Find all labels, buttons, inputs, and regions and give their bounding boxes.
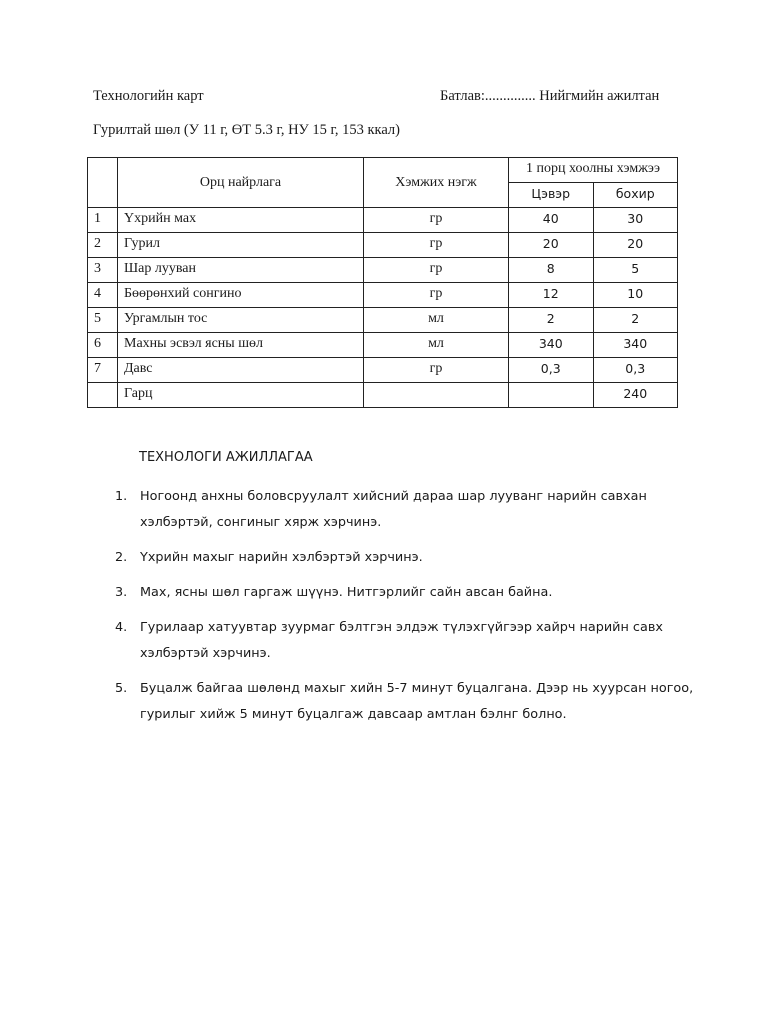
process-step (115, 676, 695, 728)
header-ingredient: Орц найрлага (118, 158, 364, 208)
table-row (88, 208, 678, 233)
row-number: 5 (88, 308, 118, 333)
ingredient-name: Ургамлын тос (118, 308, 364, 333)
header-portion: 1 порц хоолны хэмжээ (509, 158, 678, 183)
ingredient-net: 8 (509, 258, 594, 283)
header-net: Цэвэр (509, 183, 594, 208)
step-text: Үхрийн махыг нарийн хэлбэртэй хэрчинэ. (140, 550, 423, 565)
ingredient-net: 0,3 (509, 358, 594, 383)
ingredient-unit: гр (364, 283, 509, 308)
table-row (88, 283, 678, 308)
step-text: Мах, ясны шөл гаргаж шүүнэ. Нитгэрлийг сайн авсан байна. (140, 585, 553, 600)
yield-num-cell (88, 383, 118, 408)
ingredient-gross: 30 (593, 208, 678, 233)
ingredient-net: 12 (509, 283, 594, 308)
ingredient-unit: гр (364, 358, 509, 383)
approval-line: Батлав:.............. Нийгмийн ажилтан (440, 88, 660, 104)
step-number: 1. (115, 489, 128, 504)
yield-row (88, 383, 678, 408)
table-row (88, 258, 678, 283)
ingredient-name: Давс (118, 358, 364, 383)
ingredient-unit: гр (364, 208, 509, 233)
ingredient-unit: гр (364, 233, 509, 258)
ingredients-table (87, 157, 678, 408)
ingredient-net: 40 (509, 208, 594, 233)
step-text: Ногоонд анхны боловсруулалт хийсний дараа шар лууванг нарийн савхан хэлбэртэй, сонгиныг хярж хэрчинэ. (140, 489, 647, 530)
yield-net-cell (509, 383, 594, 408)
step-number: 4. (115, 620, 128, 635)
step-number: 2. (115, 550, 128, 565)
ingredient-name: Үхрийн мах (118, 208, 364, 233)
ingredient-gross: 2 (593, 308, 678, 333)
yield-label: Гарц (118, 383, 364, 408)
step-number: 3. (115, 585, 128, 600)
document-title: Технологийн карт (93, 88, 204, 104)
step-text: Гурилаар хатуувтар зуурмаг бэлтгэн элдэж түлэхгүйгээр хайрч нарийн савх хэлбэртэй хэрчинэ. (140, 620, 663, 661)
header-gross: бохир (593, 183, 678, 208)
ingredient-unit: мл (364, 308, 509, 333)
header-unit: Хэмжих нэгж (364, 158, 509, 208)
ingredient-net: 340 (509, 333, 594, 358)
ingredient-gross: 340 (593, 333, 678, 358)
header-num-cell (88, 158, 118, 208)
ingredient-unit: гр (364, 258, 509, 283)
ingredient-name: Бөөрөнхий сонгино (118, 283, 364, 308)
table-row (88, 358, 678, 383)
row-number: 6 (88, 333, 118, 358)
ingredient-name: Гурил (118, 233, 364, 258)
table-row (88, 333, 678, 358)
process-step (115, 615, 695, 667)
ingredient-name: Махны эсвэл ясны шөл (118, 333, 364, 358)
row-number: 4 (88, 283, 118, 308)
ingredient-gross: 20 (593, 233, 678, 258)
row-number: 3 (88, 258, 118, 283)
process-title: ТЕХНОЛОГИ АЖИЛЛАГАА (139, 450, 313, 465)
ingredient-net: 2 (509, 308, 594, 333)
ingredient-name: Шар лууван (118, 258, 364, 283)
yield-value: 240 (593, 383, 678, 408)
table-header-row (88, 158, 678, 183)
step-number: 5. (115, 681, 128, 696)
table-row (88, 233, 678, 258)
ingredient-gross: 0,3 (593, 358, 678, 383)
dish-title: Гурилтай шөл (У 11 г, ӨТ 5.3 г, НУ 15 г, 153 ккал) (93, 122, 400, 138)
row-number: 2 (88, 233, 118, 258)
ingredient-unit: мл (364, 333, 509, 358)
ingredient-gross: 10 (593, 283, 678, 308)
row-number: 1 (88, 208, 118, 233)
table-row (88, 308, 678, 333)
process-step (115, 545, 695, 571)
step-text: Буцалж байгаа шөлөнд махыг хийн 5-7 минут буцалгана. Дээр нь хуурсан ногоо, гурилыг хийж 5 минут буцалгаж давсаар амтлан бэлнг болно. (140, 681, 694, 722)
process-step (115, 580, 695, 606)
process-steps-list (115, 484, 695, 737)
ingredient-gross: 5 (593, 258, 678, 283)
yield-unit-cell (364, 383, 509, 408)
process-step (115, 484, 695, 536)
row-number: 7 (88, 358, 118, 383)
ingredient-net: 20 (509, 233, 594, 258)
